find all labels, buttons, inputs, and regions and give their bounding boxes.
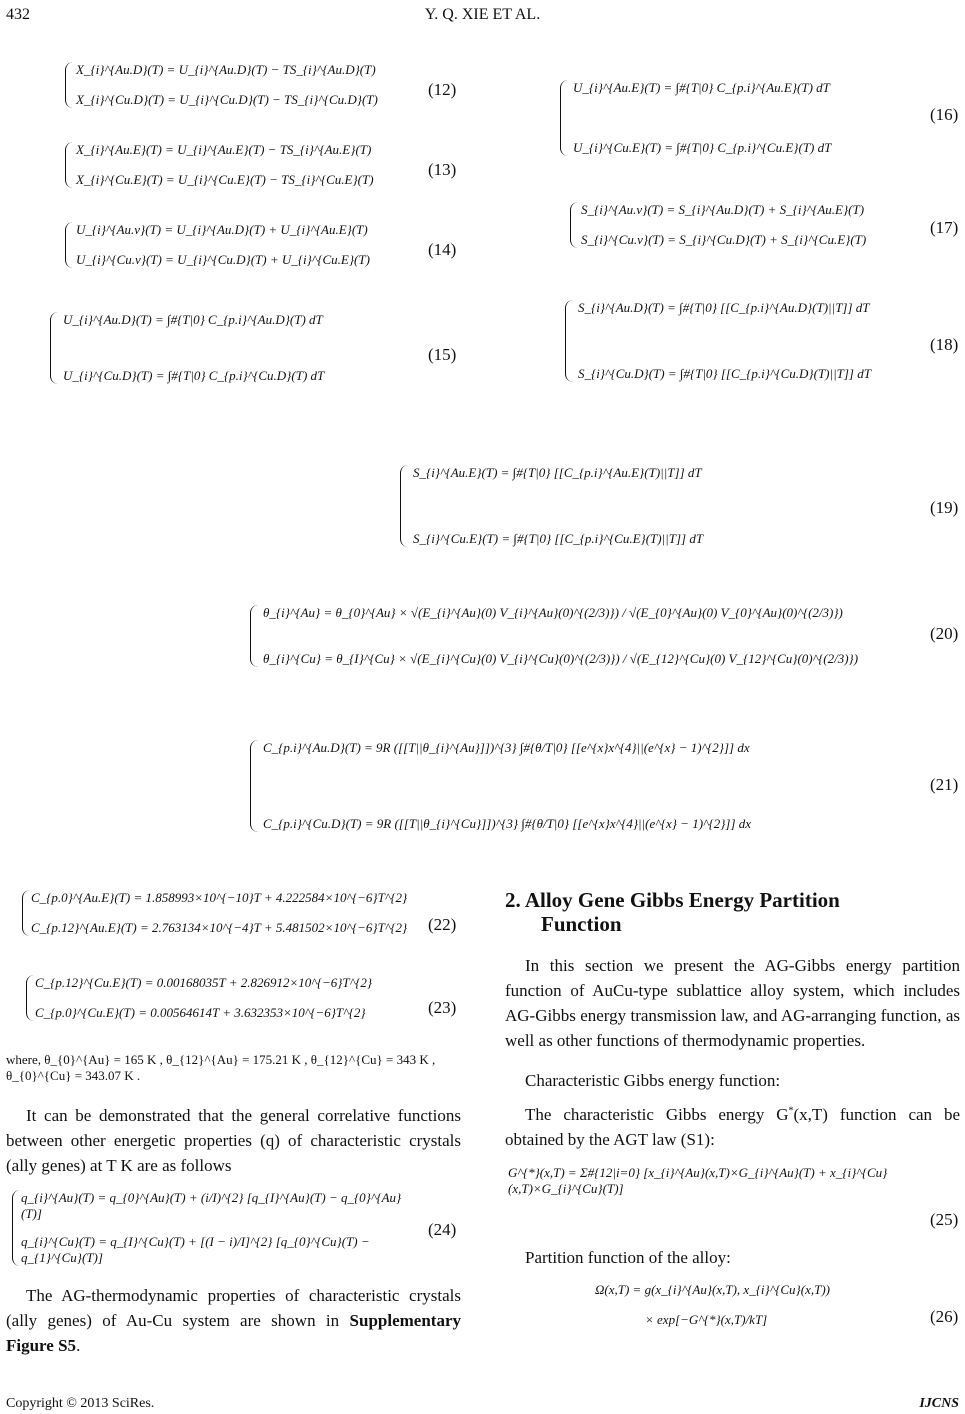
equation-22 xyxy=(22,890,421,936)
debye-temperatures xyxy=(6,1052,461,1084)
equation-line: C_{p.0}^{Au.E}(T) = 1.858993×10^{−10}T + 4.222584×10^{−6}T^{2} xyxy=(31,890,408,905)
equation-number-25: (25) xyxy=(930,1210,959,1229)
paragraph-text: The AG-thermodynamic properties of characteristic crystals (ally genes) of Au-Cu system are shown in xyxy=(6,1286,461,1330)
equation-line: U_{i}^{Au.E}(T) = ∫#{T|0} C_{p.i}^{Au.E}(T) dT xyxy=(573,80,830,95)
equation-17 xyxy=(570,202,921,248)
supplementary-figure-reference[interactable]: Supplementary Figure S5 xyxy=(6,1311,461,1355)
equation-line: q_{i}^{Au}(T) = q_{0}^{Au}(T) + (i/I)^{2} [q_{I}^{Au}(T) − q_{0}^{Au}(T)] xyxy=(21,1190,402,1221)
section-intro-paragraph: In this section we present the AG-Gibbs energy partition function of AuCu-type sublattice alloy system, which includes AG-Gibbs energy transmission law, and AG-arranging function, as well as other functions of thermodynamic properties. xyxy=(505,956,960,1050)
section-heading-line-2: Function xyxy=(541,912,622,936)
equation-line: C_{p.i}^{Cu.D}(T) = 9R ([[T||θ_{i}^{Cu}]])^{3} ∫#{θ/T|0} [[e^{x}x^{4}||(e^{x} − 1)^{2}]] dx xyxy=(263,816,752,831)
equation-line: θ_{i}^{Au} = θ_{0}^{Au} × √(E_{i}^{Au}(0) V_{i}^{Au}(0)^{(2/3)}) / √(E_{0}^{Au}(0) V_{0}^{Au}(0)^{(2/3)}) xyxy=(263,605,843,620)
equation-number-19: (19) xyxy=(930,498,959,517)
equation-24 xyxy=(12,1190,421,1266)
equation-number-13: (13) xyxy=(428,160,457,179)
equation-number-14: (14) xyxy=(428,240,457,259)
equation-25 xyxy=(508,1165,918,1197)
equation-number-23: (23) xyxy=(428,998,457,1017)
equation-number-20: (20) xyxy=(930,624,959,643)
section-heading-line-1: 2. Alloy Gene Gibbs Energy Partition xyxy=(505,888,840,912)
equation-line: U_{i}^{Au.D}(T) = ∫#{T|0} C_{p.i}^{Au.D}(T) dT xyxy=(63,312,323,327)
equation-number-18: (18) xyxy=(930,335,959,354)
equation-number-12: (12) xyxy=(428,80,457,99)
debye-temperatures-line-2: θ_{0}^{Cu} = 343.07 K . xyxy=(6,1068,141,1083)
equation-number-15: (15) xyxy=(428,345,457,364)
equation-line: S_{i}^{Cu.D}(T) = ∫#{T|0} [[C_{p.i}^{Cu.D}(T)||T]] dT xyxy=(578,366,871,381)
equation-16 xyxy=(560,80,923,156)
equation-line: S_{i}^{Au.D}(T) = ∫#{T|0} [[C_{p.i}^{Au.D}(T)||T]] dT xyxy=(578,300,870,315)
paragraph-end: . xyxy=(76,1336,81,1355)
equation-12 xyxy=(65,62,416,108)
agt-law-paragraph xyxy=(505,1098,960,1152)
equation-line: q_{i}^{Cu}(T) = q_{I}^{Cu}(T) + [(I − i)/I]^{2} [q_{0}^{Cu}(T) − q_{1}^{Cu}(T)] xyxy=(21,1234,370,1265)
equation-line: U_{i}^{Cu.v}(T) = U_{i}^{Cu.D}(T) + U_{i}^{Cu.E}(T) xyxy=(76,252,370,267)
partition-function-label: Partition function of the alloy: xyxy=(525,1248,731,1267)
equation-line: θ_{i}^{Cu} = θ_{I}^{Cu} × √(E_{i}^{Cu}(0) V_{i}^{Cu}(0)^{(2/3)}) / √(E_{12}^{Cu}(0) V_{12}^{Cu}(0)^{(2/3)}) xyxy=(263,651,859,666)
equation-line: C_{p.12}^{Au.E}(T) = 2.763134×10^{−4}T + 5.481502×10^{−6}T^{2} xyxy=(31,920,408,935)
equation-number-17: (17) xyxy=(930,218,959,237)
equation-15 xyxy=(50,312,418,384)
equation-number-24: (24) xyxy=(428,1220,457,1239)
paragraph-supplementary xyxy=(6,1283,461,1358)
journal-name: IJCNS xyxy=(919,1396,959,1411)
equation-line: G^{*}(x,T) = Σ#{12|i=0} [x_{i}^{Au}(x,T)×G_{i}^{Au}(T) + x_{i}^{Cu}(x,T)×G_{i}^{Cu}(T)] xyxy=(508,1165,888,1196)
equation-line: C_{p.12}^{Cu.E}(T) = 0.00168035T + 2.826912×10^{−6}T^{2} xyxy=(35,975,373,990)
equation-20 xyxy=(250,605,913,667)
equation-13 xyxy=(65,142,416,188)
section-heading xyxy=(505,888,840,936)
equation-number-26: (26) xyxy=(930,1307,959,1326)
equation-line: X_{i}^{Au.E}(T) = U_{i}^{Au.E}(T) − TS_{i}^{Au.E}(T) xyxy=(76,142,372,157)
equation-line: X_{i}^{Cu.D}(T) = U_{i}^{Cu.D}(T) − TS_{i}^{Cu.D}(T) xyxy=(76,92,378,107)
equation-line: S_{i}^{Au.v}(T) = S_{i}^{Au.D}(T) + S_{i}^{Au.E}(T) xyxy=(581,202,865,217)
page-number: 432 xyxy=(6,6,30,23)
equation-line: S_{i}^{Au.E}(T) = ∫#{T|0} [[C_{p.i}^{Au.E}(T)||T]] dT xyxy=(413,465,702,480)
equation-26 xyxy=(595,1282,915,1328)
equation-line: X_{i}^{Cu.E}(T) = U_{i}^{Cu.E}(T) − TS_{i}^{Cu.E}(T) xyxy=(76,172,374,187)
equation-19 xyxy=(400,465,913,547)
equation-18 xyxy=(565,300,923,382)
equation-line: U_{i}^{Cu.E}(T) = ∫#{T|0} C_{p.i}^{Cu.E}(T) dT xyxy=(573,140,832,155)
equation-14 xyxy=(65,222,416,268)
equation-21 xyxy=(250,740,913,832)
equation-23 xyxy=(26,975,421,1021)
paragraph-text: The characteristic Gibbs energy G*(x,T) function can be obtained by the AGT law (S1): xyxy=(505,1104,960,1149)
equation-line: S_{i}^{Cu.E}(T) = ∫#{T|0} [[C_{p.i}^{Cu.E}(T)||T]] dT xyxy=(413,531,704,546)
equation-line: × exp[−G^{*}(x,T)/kT] xyxy=(645,1312,768,1327)
paragraph-correlative-functions: It can be demonstrated that the general correlative functions between other energetic properties (q) of characteristic crystals (ally genes) at T K are as follows xyxy=(6,1106,461,1175)
equation-line: U_{i}^{Cu.D}(T) = ∫#{T|0} C_{p.i}^{Cu.D}(T) dT xyxy=(63,368,325,383)
equation-line: C_{p.i}^{Au.D}(T) = 9R ([[T||θ_{i}^{Au}]])^{3} ∫#{θ/T|0} [[e^{x}x^{4}||(e^{x} − 1)^{2}]] dx xyxy=(263,740,750,755)
equation-line: Ω(x,T) = g(x_{i}^{Au}(x,T), x_{i}^{Cu}(x,T)) xyxy=(595,1282,830,1297)
equation-number-22: (22) xyxy=(428,915,457,934)
gibbs-function-label: Characteristic Gibbs energy function: xyxy=(525,1071,781,1090)
equation-line: X_{i}^{Au.D}(T) = U_{i}^{Au.D}(T) − TS_{i}^{Au.D}(T) xyxy=(76,62,376,77)
debye-temperatures-line-1: where, θ_{0}^{Au} = 165 K , θ_{12}^{Au} = 175.21 K , θ_{12}^{Cu} = 343 K , xyxy=(6,1052,436,1067)
equation-line: U_{i}^{Au.v}(T) = U_{i}^{Au.D}(T) + U_{i}^{Au.E}(T) xyxy=(76,222,368,237)
equation-number-21: (21) xyxy=(930,775,959,794)
equation-number-16: (16) xyxy=(930,105,959,124)
running-title: Y. Q. XIE ET AL. xyxy=(424,6,541,23)
copyright: Copyright © 2013 SciRes. xyxy=(6,1396,155,1411)
equation-line: S_{i}^{Cu.v}(T) = S_{i}^{Cu.D}(T) + S_{i}^{Cu.E}(T) xyxy=(581,232,867,247)
equation-line: C_{p.0}^{Cu.E}(T) = 0.00564614T + 3.632353×10^{−6}T^{2} xyxy=(35,1005,366,1020)
